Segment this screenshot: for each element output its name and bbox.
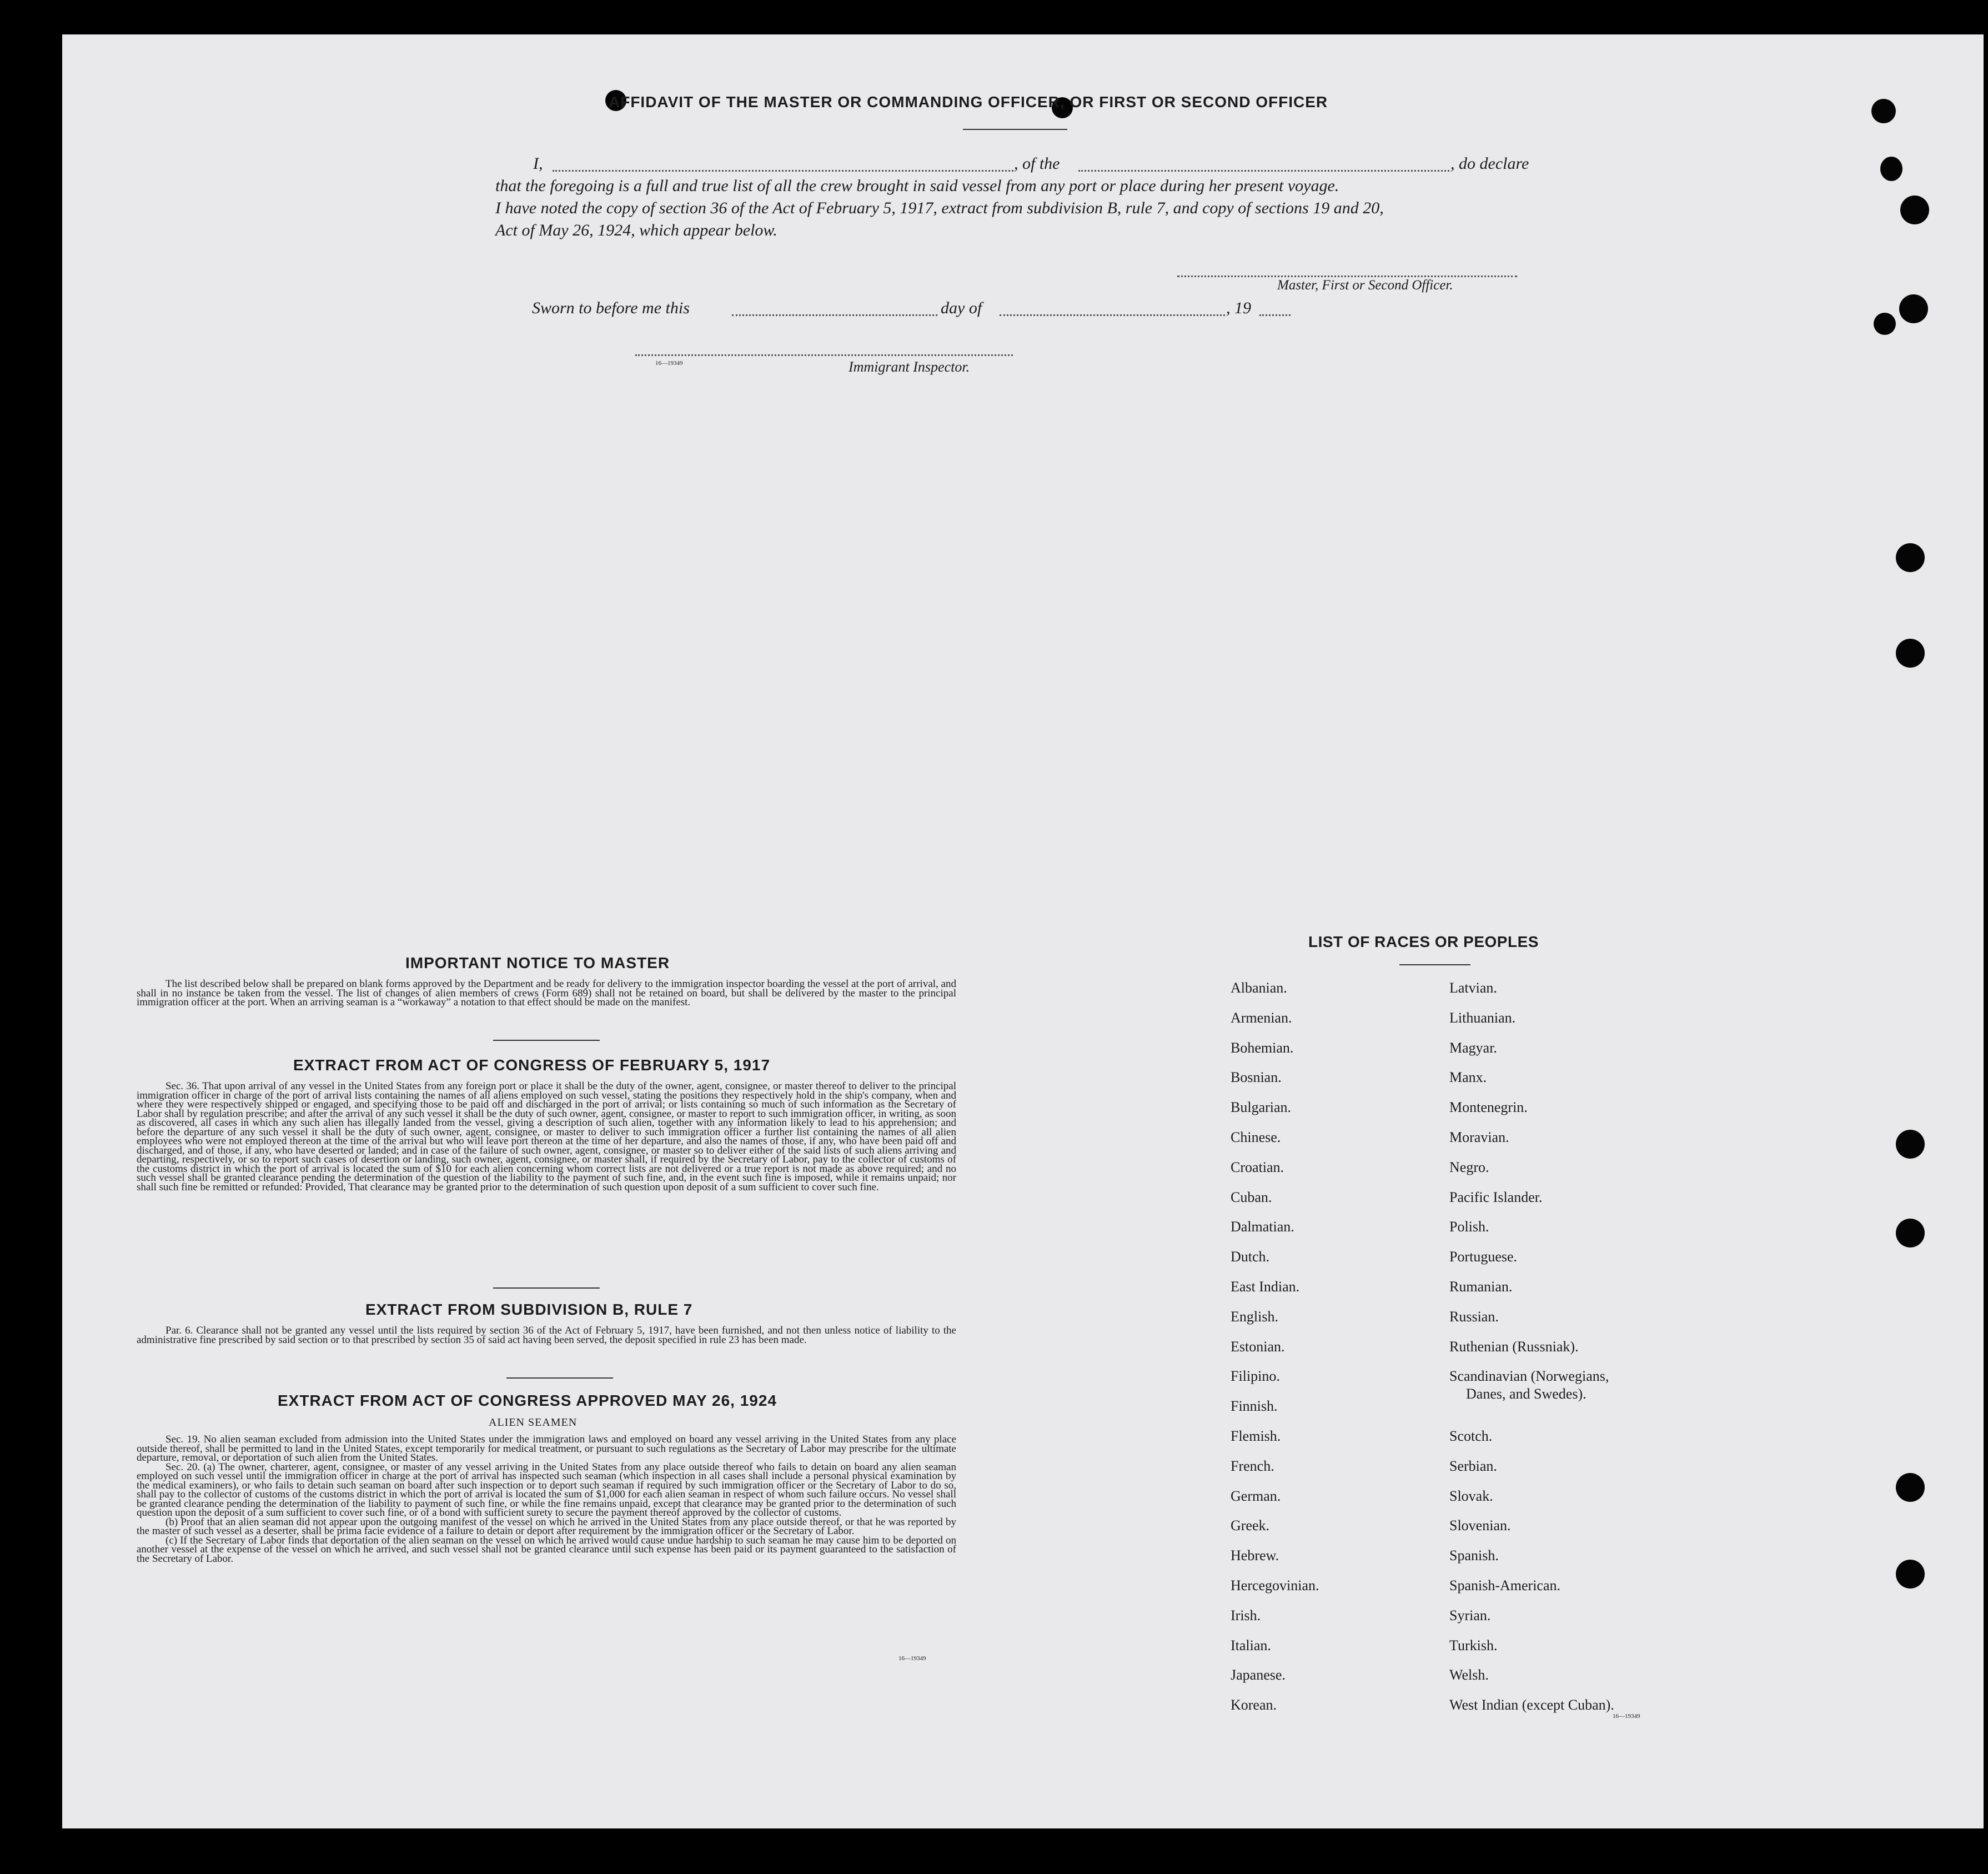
race-item: Filipino. bbox=[1231, 1368, 1280, 1385]
section-20a-text: Sec. 20. (a) The owner, charterer, agent, consignee, or master of any vessel arriving in the United States from any place outside thereof who fails to detain on board any alien seaman employed on such vessel until the immigration officer in charge at the port of arrival has inspected such seaman (which inspection in all cases shall include a personal physical examination by the medical examiners), or who fails to detain such seaman on board after such inspection or to deport such seaman if required by such immigration officer or the Secretary of Labor to do so, shall pay to the collector of customs of the customs district in which the port of arrival is located the sum of $1,000 for each alien seaman in respect of whom such failure occurs. No vessel shall be granted clearance pending the determination of the liability to payment of such fine, or while the fine remains unpaid, except that clearance may be granted prior to the determination of such question upon the deposit of a sum sufficient to cover such fine, or of a bond with sufficient surety to secure the payment thereof approved by the collector of customs. bbox=[137, 1461, 956, 1519]
race-item: Bohemian. bbox=[1231, 1039, 1294, 1056]
race-item: Japanese. bbox=[1231, 1667, 1286, 1683]
affidavit-of-the-label: , of the bbox=[1014, 154, 1060, 173]
race-item: Latvian. bbox=[1449, 980, 1497, 996]
sworn-day-field[interactable] bbox=[732, 314, 937, 316]
form-number: 16—19349 bbox=[898, 1655, 926, 1662]
race-item: Croatian. bbox=[1231, 1159, 1284, 1175]
notice-title: IMPORTANT NOTICE TO MASTER bbox=[405, 954, 670, 971]
race-item: Greek. bbox=[1231, 1517, 1270, 1534]
extract-1917-title: EXTRACT FROM ACT OF CONGRESS OF FEBRUARY 5, 1917 bbox=[293, 1056, 771, 1074]
punch-hole bbox=[1874, 313, 1896, 335]
section-20b-text: (b) Proof that an alien seaman did not appear upon the outgoing manifest of the vessel on which he arrived in the United States from any place outside thereof, or that he was reported by the master of such vessel as a deserter, shall be prima facie evidence of a failure to detain or deport after requirement by the immigration officer or the Secretary of Labor. bbox=[137, 1516, 956, 1537]
affidavit-i-label: I, bbox=[533, 154, 543, 173]
form-number: 16—19349 bbox=[655, 360, 683, 367]
race-item: Armenian. bbox=[1231, 1009, 1292, 1026]
race-item: Negro. bbox=[1449, 1159, 1489, 1175]
alien-seamen-subtitle: ALIEN SEAMEN bbox=[489, 1416, 578, 1429]
vessel-name-field[interactable] bbox=[1078, 170, 1449, 172]
race-item: Magyar. bbox=[1449, 1039, 1497, 1056]
race-item: Dalmatian. bbox=[1231, 1219, 1294, 1235]
race-item: Ruthenian (Russniak). bbox=[1449, 1338, 1579, 1355]
race-item: Manx. bbox=[1449, 1069, 1487, 1086]
race-item: Slovenian. bbox=[1449, 1517, 1511, 1534]
sworn-day-of-label: day of bbox=[941, 299, 982, 317]
race-item: Pacific Islander. bbox=[1449, 1189, 1543, 1205]
sworn-year-field[interactable] bbox=[1259, 314, 1291, 316]
race-item: Syrian. bbox=[1449, 1607, 1491, 1624]
section-20c-text: (c) If the Secretary of Labor finds that deportation of the alien seaman on the vessel on which he arrived would cause undue hardship to such seaman he may cause him to be deported on another vessel at the expense of the vessel on which he arrived, and such vessel shall not be granted clearance until such expense has been paid or its payment guaranteed to the satisfaction of the Secretary of Labor. bbox=[137, 1534, 956, 1565]
sworn-year-label: , 19 bbox=[1226, 299, 1251, 317]
affidavit-title: AFFIDAVIT OF THE MASTER OR COMMANDING OFFICER, OR FIRST OR SECOND OFFICER bbox=[609, 93, 1328, 111]
race-item: Irish. bbox=[1231, 1607, 1261, 1624]
divider bbox=[506, 1377, 613, 1379]
race-item: Chinese. bbox=[1231, 1129, 1281, 1145]
race-item: Polish. bbox=[1449, 1219, 1489, 1235]
race-item: Scotch. bbox=[1449, 1428, 1493, 1444]
race-item: Moravian. bbox=[1449, 1129, 1509, 1145]
race-item: Hercegovinian. bbox=[1231, 1577, 1319, 1594]
punch-hole bbox=[1896, 1219, 1925, 1247]
race-item: Spanish. bbox=[1449, 1547, 1499, 1564]
race-item: Welsh. bbox=[1449, 1667, 1489, 1683]
race-item: Estonian. bbox=[1231, 1338, 1285, 1355]
extract-rule7-title: EXTRACT FROM SUBDIVISION B, RULE 7 bbox=[365, 1301, 693, 1318]
sworn-month-field[interactable] bbox=[1000, 314, 1225, 316]
extract-1917-text: Sec. 36. That upon arrival of any vessel in the United States from any foreign port or place it shall be the duty of the owner, agent, consignee, or master thereof to deliver to the principal immigration officer in charge of the port of arrival lists containing the names of all aliens employed on such vessel, stating the positions they respectively hold in the ship's company, when and where they were respectively shipped or engaged, and specifying those to be paid off and discharged in the port of arrival; or lists containing so much of such information as the Secretary of Labor shall by regulation prescribe; and after the arrival of any such vessel it shall be the duty of such owner, agent, consignee, or master to report to such immigration officer, in writing, as soon as discovered, all cases in which any such alien has illegally landed from the vessel, giving a description of such alien, together with any information likely to lead to his apprehension; and before the departure of any such vessel it shall be the duty of such owner, agent, consignee, or master to deliver to such immigration officer a further list containing the names of all alien employees who were not employed thereon at the time of the arrival but who will leave port thereon at the time of her departure, and also the names of those, if any, who have been paid off and discharged, and of those, if any, who have deserted or landed; and in case of the failure of such owner, agent, consignee, or master so to deliver either of the said lists of such aliens arriving and departing, respectively, or so to report such cases of desertion or landing, such owner, agent, consignee, or master shall, if required by the Secretary of Labor, pay to the collector of customs of the customs district in which the port of arrival is located the sum of $10 for each alien concerning whom correct lists are not delivered or a true report is not made as above required; and no such vessel shall be granted clearance pending the determination of the question of the liability to the payment of such fine, and, in the event such fine is imposed, while it remains unpaid; nor shall such fine be remitted or refunded: Provided, That clearance may be granted prior to the determination of such question upon deposit of a sum sufficient to cover such fine. bbox=[137, 1080, 956, 1193]
race-item: German. bbox=[1231, 1487, 1281, 1504]
race-item: Bosnian. bbox=[1231, 1069, 1282, 1086]
race-item: Russian. bbox=[1449, 1308, 1499, 1325]
punch-hole bbox=[1896, 1560, 1925, 1589]
race-item: Slovak. bbox=[1449, 1487, 1493, 1504]
punch-hole bbox=[1896, 639, 1925, 668]
punch-hole bbox=[1900, 196, 1929, 224]
inspector-signature-line[interactable] bbox=[635, 354, 1013, 356]
punch-hole bbox=[1880, 157, 1902, 181]
master-signature-label: Master, First or Second Officer. bbox=[1277, 278, 1453, 293]
extract-rule7-text: Par. 6. Clearance shall not be granted any vessel until the lists required by section 36 of the Act of February 5, 1917, have been furnished, and not then unless notice of liability to the administrative fine prescribed by said section or to that prescribed by section 35 of said act having been served, the deposit specified in rule 23 has been made. bbox=[137, 1325, 956, 1346]
inspector-label: Immigrant Inspector. bbox=[849, 359, 970, 375]
race-item: Italian. bbox=[1231, 1637, 1271, 1653]
affidavit-line-4: Act of May 26, 1924, which appear below. bbox=[495, 221, 777, 239]
notice-text: The list described below shall be prepared on blank forms approved by the Department and be ready for delivery to the immigration inspector boarding the vessel at the port of arrival, and shall in no instance be taken from the vessel. The list of changes of alien members of crews (Form 689) shall not be retained on board, but shall be delivered by the master to the principal immigration officer at the port. When an arriving seaman is a “workaway” a notation to that effect should be made on the manifest. bbox=[137, 978, 956, 1008]
race-item: West Indian (except Cuban). bbox=[1449, 1697, 1614, 1713]
punch-hole bbox=[1896, 1473, 1925, 1502]
race-item: Albanian. bbox=[1231, 980, 1287, 996]
affidavit-do-declare-label: , do declare bbox=[1450, 154, 1529, 173]
form-number: 16—19349 bbox=[1613, 1713, 1640, 1720]
race-item: East Indian. bbox=[1231, 1279, 1300, 1295]
divider bbox=[1399, 964, 1470, 965]
race-item: Cuban. bbox=[1231, 1189, 1272, 1205]
race-item: Bulgarian. bbox=[1231, 1099, 1292, 1116]
affidavit-line-3: I have noted the copy of section 36 of the Act of February 5, 1917, extract from subdivision B, rule 7, and copy of sections 19 and 20, bbox=[495, 199, 1384, 217]
divider bbox=[493, 1040, 600, 1041]
race-item: Portuguese. bbox=[1449, 1249, 1518, 1265]
race-item: Finnish. bbox=[1231, 1398, 1278, 1415]
race-item: Korean. bbox=[1231, 1697, 1277, 1713]
affidavit-line-2: that the foregoing is a full and true list of all the crew brought in said vessel from any port or place during her present voyage. bbox=[495, 177, 1339, 195]
race-item: Turkish. bbox=[1449, 1637, 1498, 1653]
punch-hole bbox=[1871, 99, 1896, 123]
race-item: Serbian. bbox=[1449, 1457, 1497, 1474]
race-item: French. bbox=[1231, 1457, 1274, 1474]
section-19-text: Sec. 19. No alien seaman excluded from admission into the United States under the immigration laws and employed on board any vessel arriving in the United States from any place outside thereof, shall be permitted to land in the United States, except temporarily for medical treatment, or pursuant to such regulations as the Secretary of Labor may prescribe for the ultimate departure, removal, or deportation of such alien from the United States. bbox=[137, 1434, 956, 1464]
extract-1924-sections bbox=[137, 1435, 956, 1564]
sworn-prefix: Sworn to before me this bbox=[532, 299, 690, 317]
declarant-name-field[interactable] bbox=[553, 170, 1013, 172]
race-item: English. bbox=[1231, 1308, 1278, 1325]
race-item: Scandinavian (Norwegians, bbox=[1449, 1368, 1609, 1385]
races-title: LIST OF RACES OR PEOPLES bbox=[1308, 933, 1539, 950]
race-item: Hebrew. bbox=[1231, 1547, 1279, 1564]
master-signature-line[interactable] bbox=[1177, 275, 1517, 277]
race-item: Montenegrin. bbox=[1449, 1099, 1528, 1116]
punch-hole bbox=[1899, 294, 1928, 323]
extract-1924-title: EXTRACT FROM ACT OF CONGRESS APPROVED MAY 26, 1924 bbox=[278, 1392, 777, 1409]
race-item: Dutch. bbox=[1231, 1249, 1270, 1265]
race-item: Flemish. bbox=[1231, 1428, 1281, 1444]
title-underline bbox=[963, 129, 1067, 130]
race-item: Lithuanian. bbox=[1449, 1009, 1516, 1026]
divider bbox=[493, 1287, 600, 1289]
punch-hole bbox=[1896, 1130, 1925, 1159]
race-item: Danes, and Swedes). bbox=[1466, 1386, 1587, 1402]
race-item: Spanish-American. bbox=[1449, 1577, 1561, 1594]
punch-hole bbox=[1896, 543, 1925, 572]
race-item: Rumanian. bbox=[1449, 1279, 1513, 1295]
